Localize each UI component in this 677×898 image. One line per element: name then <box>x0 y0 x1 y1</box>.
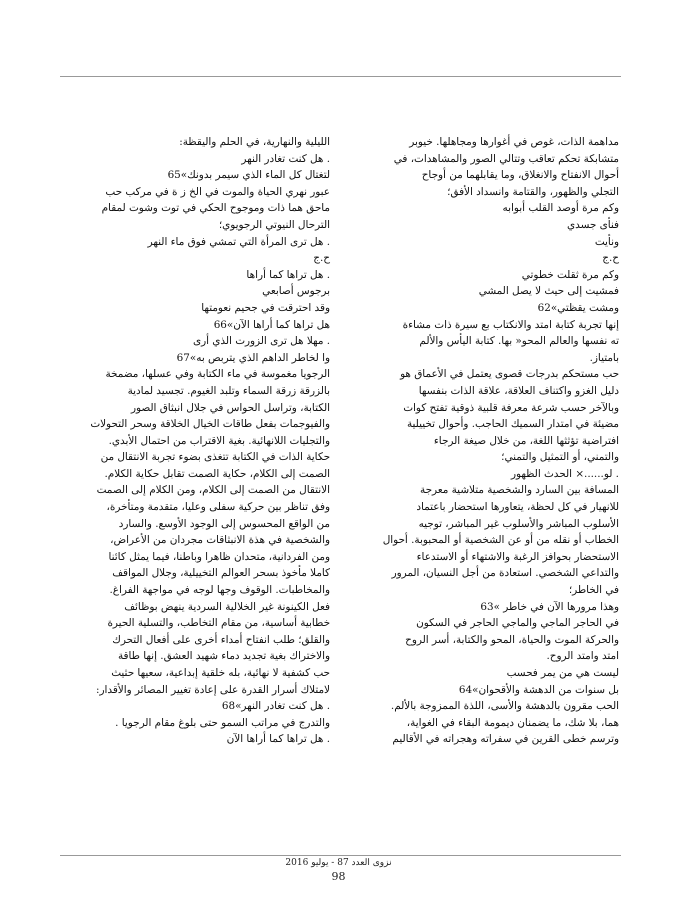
text-line: الخطاب أو نقله من أو عن الشخصية أو المحبوبة. أحوال <box>382 534 619 547</box>
text-line: لتغتال كل الماء الذي سيمر بدونك»65 <box>167 169 330 182</box>
text-line: والمخاطبات. الوقوف وجها لوجه في مواجهة الفراغ. <box>109 584 330 597</box>
text-line: وفق تناظر بين حركية سفلى وعليا، متقدمة ومتأخرة، <box>106 501 330 514</box>
header-rule <box>60 76 621 77</box>
text-line: والتداعي الشخصي. استعادة من أجل النسيان، المرور <box>391 567 619 580</box>
text-line: ونأيت <box>594 235 619 248</box>
text-line: والقلق؛ طلب انفتاح أمداء أخرى على أفعال التحرك <box>112 633 330 646</box>
text-line: مضيئة في امتدار السميك الحاجب. وأحوال تخييلية <box>406 418 619 431</box>
text-line: ومن الفردانية، متحدان ظاهرا وباطنا، فيما يمثل كائنا <box>108 550 330 563</box>
text-line: . هل تراها كما أراها <box>246 268 330 281</box>
text-line: كاملا مأخوذ بسحر العوالم التخييلية، وجلال المواقف <box>112 567 330 580</box>
text-line: وا لخاطر الداهم الذي يتربص به»67 <box>176 351 330 364</box>
text-line: حب مستحكم بدرجات قصوى يعتمل في الأعماق هو <box>400 368 619 381</box>
text-line: للانهيار في كل لحظة، يتعاورها استحضار باعتماد <box>416 501 619 514</box>
text-line: متشابكة تحكم تعاقب وتتالي الصور والمشاهدات، في <box>393 152 619 165</box>
text-line: في الخاطر؛ <box>568 584 619 597</box>
text-line: المسافة بين السارد والشخصية متلاشية معرجة <box>420 484 619 497</box>
article-body <box>58 134 619 844</box>
text-line: الصمت إلى الكلام، حكاية الصمت تقابل حكاية الكلام. <box>104 467 330 480</box>
text-line: مداهمة الذات، غوص في أغوارها ومجاهلها. خيوبر <box>409 136 619 148</box>
text-line: والحركة الموت والحياة، المحو والكتابة، أسر الروح <box>405 633 619 646</box>
text-line: الحب مقرون بالدهشة والأسى، اللذة الممزوجة بالألم. <box>390 700 619 713</box>
text-line: من الواقع المحسوس إلى الوجود الأوسع. والسارد <box>118 517 330 530</box>
text-line: خطابية أساسية، من مقام التخاطب، والتسلية الحيرة <box>107 617 330 630</box>
text-line: بل سنوات من الدهشة والأقحوان»64 <box>458 683 619 696</box>
text-line: بالزرقة زرقة السماء وتلبد الغيوم. تجسيد لمادية <box>127 384 330 397</box>
text-line: الأسلوب المباشر والأسلوب غير المباشر، توجيه <box>418 517 619 530</box>
text-line: وترسم خطى القرين في سفراته وهجراته في الأقاليم <box>392 733 619 746</box>
text-line: ح.ج <box>602 252 619 265</box>
text-line: . مهلا هل ترى الزورت الذي أرى <box>192 335 330 348</box>
text-line: . لو......× الحدث الظهور <box>510 467 619 480</box>
text-line: . هل كنت تغادر النهر <box>241 152 330 165</box>
text-line: فنأى جسدي <box>567 218 619 231</box>
text-line: الترحال النيوتي الرجويوي؛ <box>218 218 330 231</box>
text-line: الكتابة، وتراسل الحواس في جلال انبثاق الصور <box>130 401 330 414</box>
text-line: هل تراها كما أراها الآن»66 <box>213 318 330 331</box>
text-line: والاختراك بغية تجديد دماء شهيد العشق. إنها طاقة <box>117 650 330 663</box>
footer-rule <box>60 855 621 856</box>
text-line: والتمني، أو التمثيل والتمني؛ <box>501 451 619 464</box>
text-line: إنها تجربة كتابة امتد والانكتاب بع سيرة ذات مشاءة <box>402 318 619 331</box>
text-line: بامتياز. <box>589 351 619 364</box>
right-column <box>347 134 619 748</box>
text-line: التجلي والظهور، والقتامة وانسداد الأفق؛ <box>447 185 619 198</box>
text-line: ومشت يقظتي»62 <box>537 301 619 314</box>
left-column <box>58 134 330 748</box>
text-line: ته نفسها والعالم المحو« بها. كتابة اليأس والألم <box>419 335 619 348</box>
text-line: . هل كنت تغادر النهر»68 <box>221 700 330 713</box>
text-line: ح.ج <box>313 252 330 265</box>
text-line: والفيوجمات بفعل طاقات الخيال الخلاقة وسحر التحولات <box>90 418 330 431</box>
text-line: . هل ترى المرأة التي تمشي فوق ماء النهر <box>147 235 330 248</box>
text-line: والتدرج في مراتب السمو حتى بلوغ مقام الرجويا . <box>115 716 330 729</box>
text-line: وهذا مرورها الآن في خاطر »63 <box>480 600 619 613</box>
text-line: افتراضية تؤثثها اللغة، من خلال صيغة الرجاء <box>433 434 619 447</box>
text-line: امتد وامتد الروح. <box>546 650 619 663</box>
text-line: عبور نهري الحياة والموت في الخ ز ة في مركب حب <box>105 185 330 198</box>
text-line: دليل الغزو واكتناف العلاقة، علاقة الذات بنفسها <box>418 384 619 397</box>
text-line: لامتلاك أسرار القدرة على إعادة تغيير المصائر والأقدار: <box>95 683 330 696</box>
text-line: برجوس أصابعي <box>262 285 330 298</box>
text-line: الاستحضار بحوافز الرغبة والاشتهاء أو الاستدعاء <box>416 550 619 563</box>
page-number: 98 <box>331 870 346 883</box>
text-line: أحوال الانفتاح والانغلاق، وما يقابلهما من أوجاح <box>421 169 619 182</box>
text-line: الرجويا مغموسة في ماء الكتابة وفي عسلها، مضمخة <box>105 368 330 381</box>
text-line: ليست هي من يمر فحسب <box>506 667 619 679</box>
text-line: وكم مرة ثقلت خطوتي <box>521 268 619 281</box>
text-line: فمشيت إلى حيث لا يصل المشي <box>478 285 619 298</box>
text-line: وبالآخر حسب شرعة معرفة قلبية ذوقية تفتح كوات <box>403 401 619 414</box>
text-line: ماحق هما ذات وموجوح الحكي في توت وشوت لمقام <box>101 202 330 215</box>
text-line: حب كشفية لا نهائية، بله خلقية إبداعية، سعيها حثيث <box>111 667 330 679</box>
text-line: في الحاجر الماجي والماجي الحاجر في السكون <box>416 617 619 630</box>
text-line: . هل تراها كما أراها الآن <box>226 733 330 746</box>
text-line: هما، بلا شك، ما يضمنان ديمومة البقاء في الغواية، <box>406 716 619 729</box>
text-line: فعل الكينونة غير الخلالية السردية ينهض بوظائف <box>124 600 330 613</box>
text-line: والتجليات اللانهائية. بغية الاقتراب من احتمال الأبدي. <box>108 434 330 447</box>
text-line: والشخصية في هذة الانبثاقات مجردان من الأعراض، <box>110 534 330 547</box>
text-line: وقد احترقت في جحيم نعومتها <box>201 301 330 314</box>
text-line: حكاية الذات في الكتابة تتغذى بضوء تجربة الانتقال من <box>100 451 330 464</box>
text-line: الليلية والنهارية، في الحلم واليقظة: <box>179 136 330 148</box>
text-line: وكم مرة أوصد القلب أبوابه <box>502 202 619 215</box>
text-line: الانتقال من الصمت إلى الكلام، ومن الكلام إلى الصمت <box>96 484 330 497</box>
footer-issue-label: نزوى العدد 87 - يوليو 2016 <box>285 858 392 868</box>
